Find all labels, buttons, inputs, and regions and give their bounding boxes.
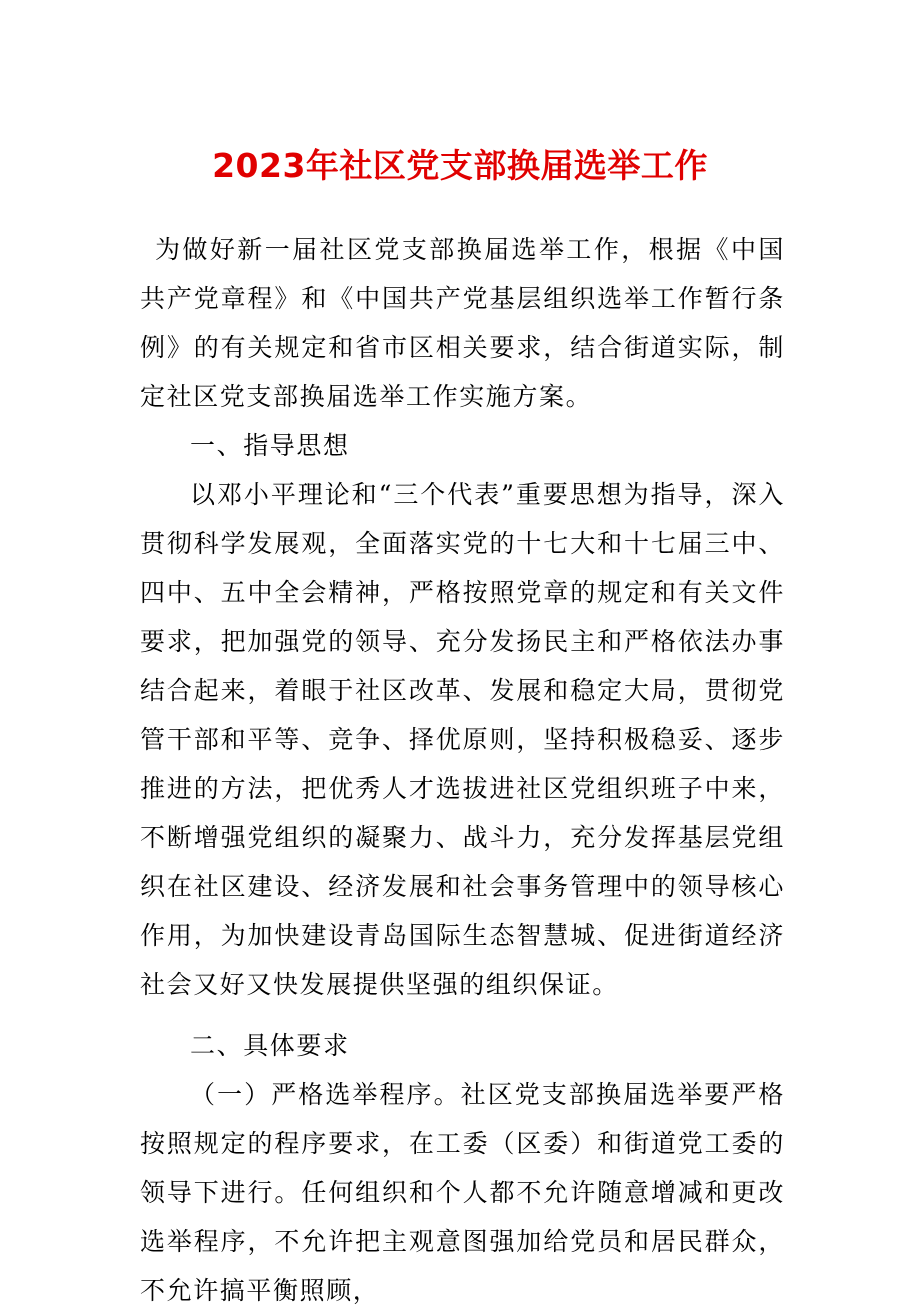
requirement-item-1: （一）严格选举程序。社区党支部换届选举要严格按照规定的程序要求，在工委（区委）和街道党工委的领导下进行。任何组织和个人都不允许随意增减和更改选举程序，不允许把主观意图强加给党员和居民群众，不允许搞平衡照顾，: [140, 1080, 785, 1305]
document-body: [140, 225, 785, 1315]
document-title: 2023年社区党支部换届选举工作: [212, 146, 708, 185]
guiding-ideology-paragraph: 以邓小平理论和“三个代表”重要思想为指导，深入贯彻科学发展观，全面落实党的十七大和十七届三中、四中、五中全会精神，严格按照党章的规定和有关文件要求，把加强党的领导、充分发扬民主和严格依法办事结合起来，着眼于社区改革、发展和稳定大局，贯彻党管干部和平等、竞争、择优原则，坚持积极稳妥、逐步推进的方法，把优秀人才选拔进社区党组织班子中来，不断增强党组织的凝聚力、战斗力，充分发挥基层党组织在社区建设、经济发展和社会事务管理中的领导核心作用，为加快建设青岛国际生态智慧城、促进街道经济社会又好又快发展提供坚强的组织保证。: [140, 480, 785, 999]
intro-paragraph: 为做好新一届社区党支部换届选举工作，根据《中国共产党章程》和《中国共产党基层组织选举工作暂行条例》的有关规定和省市区相关要求，结合街道实际，制定社区党支部换届选举工作实施方案。: [140, 235, 785, 411]
section-heading-guiding-ideology: 一、指导思想: [190, 431, 350, 460]
section-heading-specific-requirements: 二、具体要求: [190, 1031, 350, 1060]
